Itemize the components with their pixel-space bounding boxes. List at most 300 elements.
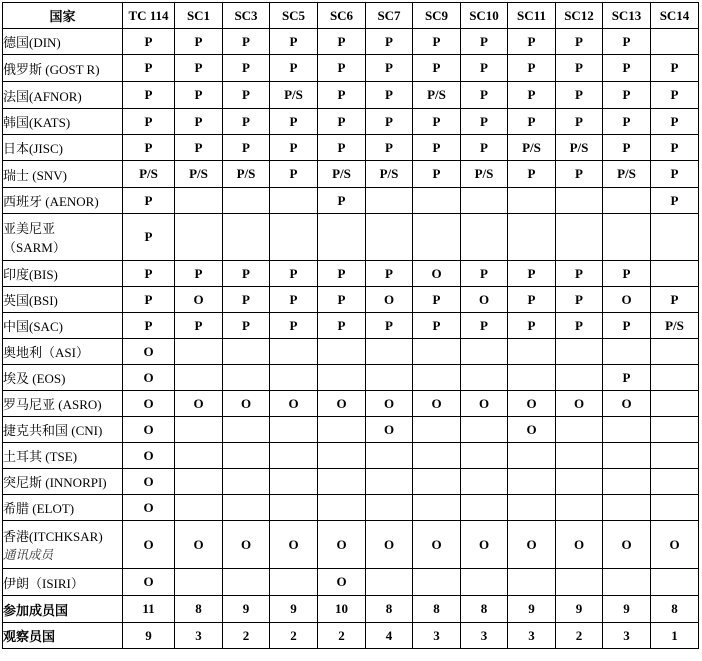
status-cell <box>556 443 603 469</box>
status-cell <box>223 495 270 521</box>
total-label: 观察员国 <box>3 623 123 649</box>
status-cell: P <box>461 135 508 161</box>
status-cell: P/S <box>413 82 461 109</box>
status-cell <box>413 214 461 261</box>
status-cell <box>413 339 461 365</box>
table-row <box>3 188 699 214</box>
status-cell <box>603 214 651 261</box>
status-cell: P <box>175 135 223 161</box>
country-cell <box>3 469 123 495</box>
status-cell <box>651 391 699 417</box>
status-cell: P <box>651 82 699 109</box>
status-cell <box>651 569 699 596</box>
total-count: 9 <box>603 596 651 623</box>
status-cell: P/S <box>123 161 175 188</box>
status-cell: P <box>175 82 223 109</box>
country-name: 英国(BSI) <box>3 293 58 308</box>
status-cell <box>556 188 603 214</box>
table-row <box>3 365 699 391</box>
table-row <box>3 261 699 287</box>
status-cell: P <box>270 313 318 339</box>
status-cell <box>366 214 413 261</box>
status-cell <box>318 365 366 391</box>
total-count: 8 <box>461 596 508 623</box>
status-cell: P <box>223 261 270 287</box>
status-cell: P <box>366 261 413 287</box>
status-cell: P <box>318 135 366 161</box>
status-cell: P <box>556 109 603 135</box>
status-cell: P <box>270 261 318 287</box>
status-cell: P <box>413 109 461 135</box>
country-name: 中国(SAC) <box>3 319 63 334</box>
status-cell: P <box>651 135 699 161</box>
country-name: 印度(BIS) <box>3 267 58 282</box>
country-cell <box>3 391 123 417</box>
status-cell: O <box>270 521 318 569</box>
status-cell <box>366 495 413 521</box>
status-cell: P <box>175 29 223 55</box>
table-row <box>3 339 699 365</box>
status-cell <box>318 443 366 469</box>
status-cell: P <box>651 188 699 214</box>
status-cell: P <box>175 261 223 287</box>
status-cell <box>461 443 508 469</box>
status-cell: P <box>366 313 413 339</box>
status-cell: O <box>123 365 175 391</box>
total-count: 3 <box>508 623 556 649</box>
status-cell <box>651 443 699 469</box>
status-cell: P <box>508 161 556 188</box>
status-cell <box>175 188 223 214</box>
status-cell: P <box>318 287 366 313</box>
status-cell: P <box>270 29 318 55</box>
country-name: 日本(JISC) <box>3 141 63 156</box>
status-cell <box>366 469 413 495</box>
country-name: 突尼斯 (INNORPI) <box>3 475 107 490</box>
status-cell <box>651 29 699 55</box>
status-cell: P <box>318 82 366 109</box>
status-cell: O <box>413 261 461 287</box>
status-cell: P/S <box>556 135 603 161</box>
status-cell <box>651 214 699 261</box>
status-cell: O <box>461 521 508 569</box>
status-cell: P <box>175 109 223 135</box>
status-cell <box>175 417 223 443</box>
country-name: 瑞士 (SNV) <box>3 167 67 183</box>
status-cell: P/S <box>270 82 318 109</box>
status-cell <box>223 339 270 365</box>
status-cell <box>318 417 366 443</box>
table-row <box>3 135 699 161</box>
country-name: 罗马尼亚 (ASRO) <box>3 397 102 412</box>
status-cell <box>556 339 603 365</box>
status-cell: P <box>175 313 223 339</box>
table-row <box>3 29 699 55</box>
status-cell <box>223 443 270 469</box>
status-cell <box>270 443 318 469</box>
status-cell <box>270 188 318 214</box>
total-count: 8 <box>175 596 223 623</box>
country-name: 土耳其 (TSE) <box>3 449 78 464</box>
status-cell: P <box>366 135 413 161</box>
status-cell <box>651 469 699 495</box>
status-cell <box>508 188 556 214</box>
status-cell <box>318 469 366 495</box>
status-cell <box>651 495 699 521</box>
status-cell: P <box>223 29 270 55</box>
total-count: 2 <box>318 623 366 649</box>
status-cell <box>556 569 603 596</box>
status-cell: O <box>603 391 651 417</box>
total-count: 4 <box>366 623 413 649</box>
status-cell: P <box>556 82 603 109</box>
status-cell: P <box>270 161 318 188</box>
status-cell: P <box>556 161 603 188</box>
status-cell <box>366 365 413 391</box>
status-cell <box>603 569 651 596</box>
table-row <box>3 109 699 135</box>
status-cell <box>318 339 366 365</box>
country-name: 埃及 (EOS) <box>3 371 66 386</box>
header-committee: SC14 <box>651 3 699 29</box>
status-cell: O <box>123 521 175 569</box>
status-cell: P <box>318 55 366 82</box>
total-count: 9 <box>123 623 175 649</box>
status-cell <box>508 214 556 261</box>
status-cell: O <box>651 521 699 569</box>
status-cell: O <box>366 391 413 417</box>
status-cell: O <box>123 417 175 443</box>
status-cell: P <box>123 214 175 261</box>
status-cell: P <box>508 287 556 313</box>
country-name: 捷克共和国 (CNI) <box>3 423 103 438</box>
country-cell <box>3 109 123 135</box>
status-cell <box>461 495 508 521</box>
status-cell: P <box>318 261 366 287</box>
status-cell: O <box>270 391 318 417</box>
status-cell: P <box>366 82 413 109</box>
country-cell <box>3 365 123 391</box>
total-count: 3 <box>175 623 223 649</box>
status-cell <box>175 469 223 495</box>
header-committee: SC9 <box>413 3 461 29</box>
status-cell <box>270 417 318 443</box>
status-cell: P <box>413 29 461 55</box>
total-count: 9 <box>508 596 556 623</box>
status-cell <box>413 443 461 469</box>
status-cell <box>508 469 556 495</box>
total-count: 9 <box>270 596 318 623</box>
total-count: 3 <box>603 623 651 649</box>
status-cell: P <box>223 135 270 161</box>
country-cell <box>3 214 123 261</box>
country-cell <box>3 82 123 109</box>
table-row <box>3 214 699 261</box>
total-count: 2 <box>556 623 603 649</box>
country-cell <box>3 417 123 443</box>
total-count: 8 <box>651 596 699 623</box>
total-count: 3 <box>413 623 461 649</box>
status-cell: P <box>318 313 366 339</box>
status-cell: O <box>318 521 366 569</box>
status-cell: P <box>603 55 651 82</box>
status-cell <box>413 417 461 443</box>
status-cell <box>270 365 318 391</box>
status-cell: P <box>123 261 175 287</box>
status-cell: P <box>603 365 651 391</box>
status-cell: P <box>461 109 508 135</box>
status-cell: P <box>270 135 318 161</box>
status-cell: P <box>123 135 175 161</box>
status-cell <box>270 495 318 521</box>
status-cell <box>651 365 699 391</box>
status-cell: P <box>366 29 413 55</box>
status-cell: P <box>461 82 508 109</box>
country-cell <box>3 495 123 521</box>
header-committee: SC13 <box>603 3 651 29</box>
header-committee: SC10 <box>461 3 508 29</box>
status-cell: O <box>366 417 413 443</box>
status-cell: P <box>318 109 366 135</box>
header-committee: SC3 <box>223 3 270 29</box>
status-cell <box>603 417 651 443</box>
table-row <box>3 521 699 569</box>
status-cell: P <box>508 261 556 287</box>
status-cell <box>318 495 366 521</box>
status-cell <box>366 188 413 214</box>
status-cell: P/S <box>175 161 223 188</box>
status-cell: O <box>461 391 508 417</box>
status-cell <box>223 417 270 443</box>
status-cell <box>223 569 270 596</box>
status-cell <box>508 365 556 391</box>
status-cell <box>556 214 603 261</box>
status-cell <box>223 188 270 214</box>
status-cell: P <box>508 55 556 82</box>
total-row <box>3 623 699 649</box>
status-cell <box>175 214 223 261</box>
status-cell: P <box>556 313 603 339</box>
header-committee: SC6 <box>318 3 366 29</box>
status-cell <box>651 417 699 443</box>
status-cell <box>318 214 366 261</box>
status-cell: O <box>123 443 175 469</box>
status-cell: P <box>508 82 556 109</box>
country-name: 奥地利（ASI） <box>3 345 89 360</box>
country-name: 俄罗斯 (GOST R) <box>3 61 100 77</box>
country-cell <box>3 55 123 82</box>
status-cell: P <box>318 29 366 55</box>
status-cell: O <box>175 391 223 417</box>
status-cell <box>556 495 603 521</box>
status-cell: P <box>366 109 413 135</box>
status-cell <box>651 339 699 365</box>
total-count: 1 <box>651 623 699 649</box>
status-cell: P <box>318 188 366 214</box>
status-cell: P <box>508 313 556 339</box>
table-row <box>3 569 699 596</box>
country-name: 希腊 (ELOT) <box>3 501 75 516</box>
status-cell <box>461 365 508 391</box>
status-cell: P <box>461 313 508 339</box>
status-cell: O <box>556 391 603 417</box>
status-cell: O <box>123 495 175 521</box>
status-cell: P <box>508 109 556 135</box>
status-cell <box>461 569 508 596</box>
total-count: 9 <box>223 596 270 623</box>
status-cell <box>366 443 413 469</box>
country-cell <box>3 313 123 339</box>
status-cell <box>270 214 318 261</box>
status-cell: O <box>413 521 461 569</box>
status-cell <box>413 365 461 391</box>
country-cell <box>3 287 123 313</box>
status-cell: P/S <box>603 161 651 188</box>
total-count: 11 <box>123 596 175 623</box>
status-cell: P <box>413 161 461 188</box>
total-count: 3 <box>461 623 508 649</box>
status-cell: P/S <box>366 161 413 188</box>
table-row <box>3 469 699 495</box>
status-cell: P/S <box>223 161 270 188</box>
status-cell <box>270 469 318 495</box>
status-cell <box>603 188 651 214</box>
status-cell: P <box>123 313 175 339</box>
status-cell <box>175 569 223 596</box>
status-cell: P <box>413 287 461 313</box>
country-cell <box>3 443 123 469</box>
status-cell: O <box>508 521 556 569</box>
status-cell <box>175 365 223 391</box>
country-name: 香港(ITCHKSAR) <box>3 529 103 544</box>
status-cell: P <box>603 82 651 109</box>
total-count: 9 <box>556 596 603 623</box>
table-row <box>3 495 699 521</box>
status-cell: O <box>461 287 508 313</box>
table-row <box>3 287 699 313</box>
table-row <box>3 313 699 339</box>
country-name: 西班牙 (AENOR) <box>3 194 99 209</box>
status-cell: O <box>413 391 461 417</box>
status-cell: O <box>175 287 223 313</box>
status-cell <box>603 495 651 521</box>
country-subtitle: 通讯成员 <box>3 548 54 562</box>
status-cell <box>461 339 508 365</box>
header-country: 国家 <box>3 3 123 29</box>
country-cell <box>3 135 123 161</box>
status-cell: O <box>603 287 651 313</box>
status-cell: P <box>123 188 175 214</box>
total-count: 2 <box>270 623 318 649</box>
country-cell <box>3 569 123 596</box>
status-cell <box>413 569 461 596</box>
header-committee: SC1 <box>175 3 223 29</box>
status-cell <box>223 469 270 495</box>
status-cell <box>603 339 651 365</box>
status-cell: P <box>603 29 651 55</box>
status-cell <box>556 469 603 495</box>
status-cell: O <box>175 521 223 569</box>
status-cell <box>603 469 651 495</box>
status-cell: P <box>270 55 318 82</box>
status-cell: P <box>413 55 461 82</box>
header-committee: SC5 <box>270 3 318 29</box>
status-cell <box>223 214 270 261</box>
status-cell: P <box>556 287 603 313</box>
status-cell: P <box>413 135 461 161</box>
status-cell: P <box>123 287 175 313</box>
table-row <box>3 55 699 82</box>
status-cell: P/S <box>318 161 366 188</box>
status-cell <box>175 495 223 521</box>
status-cell: O <box>603 521 651 569</box>
country-cell <box>3 188 123 214</box>
status-cell <box>413 495 461 521</box>
country-name: 德国(DIN) <box>3 35 61 50</box>
country-cell <box>3 339 123 365</box>
status-cell <box>461 214 508 261</box>
country-cell <box>3 161 123 188</box>
country-cell <box>3 261 123 287</box>
status-cell: P <box>223 287 270 313</box>
total-count: 8 <box>413 596 461 623</box>
table-row <box>3 82 699 109</box>
status-cell: P <box>223 109 270 135</box>
header-committee: SC11 <box>508 3 556 29</box>
status-cell: P <box>651 287 699 313</box>
status-cell <box>461 417 508 443</box>
status-cell: O <box>508 391 556 417</box>
status-cell <box>461 188 508 214</box>
status-cell <box>223 365 270 391</box>
country-cell <box>3 29 123 55</box>
status-cell: P <box>123 29 175 55</box>
status-cell <box>508 569 556 596</box>
membership-table <box>2 2 699 649</box>
header-committee: TC 114 <box>123 3 175 29</box>
total-row <box>3 596 699 623</box>
status-cell: P <box>651 109 699 135</box>
header-committee: SC7 <box>366 3 413 29</box>
status-cell: P <box>556 261 603 287</box>
status-cell: P/S <box>508 135 556 161</box>
table-body <box>3 3 699 649</box>
status-cell: P <box>556 55 603 82</box>
status-cell: O <box>223 521 270 569</box>
status-cell <box>508 495 556 521</box>
status-cell: O <box>318 569 366 596</box>
country-cell <box>3 521 123 569</box>
country-subtitle: （SARM） <box>3 240 66 255</box>
status-cell: P <box>461 261 508 287</box>
status-cell: O <box>366 287 413 313</box>
status-cell <box>175 443 223 469</box>
country-name: 亚美尼亚 <box>3 221 56 236</box>
country-name: 韩国(KATS) <box>3 115 71 130</box>
status-cell: O <box>123 469 175 495</box>
status-cell <box>556 417 603 443</box>
status-cell <box>413 188 461 214</box>
status-cell: P <box>603 261 651 287</box>
status-cell: P <box>461 55 508 82</box>
header-committee: SC12 <box>556 3 603 29</box>
status-cell: P <box>603 135 651 161</box>
status-cell: P <box>508 29 556 55</box>
status-cell: O <box>223 391 270 417</box>
status-cell: O <box>318 391 366 417</box>
status-cell: P/S <box>651 313 699 339</box>
status-cell <box>413 469 461 495</box>
